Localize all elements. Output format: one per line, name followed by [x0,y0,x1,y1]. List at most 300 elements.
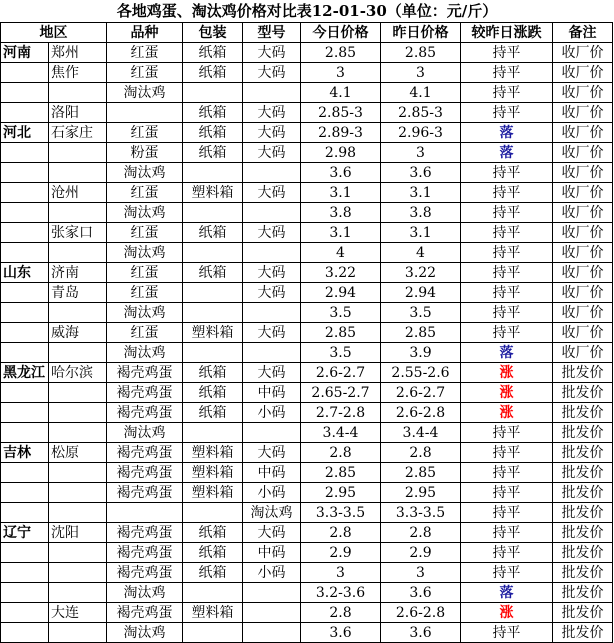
size-cell: 小码 [243,563,301,583]
size-cell [243,623,301,643]
note-cell: 批发价 [553,403,613,423]
province-cell [1,343,49,363]
packaging-cell: 纸箱 [183,43,243,63]
packaging-cell [183,503,243,523]
header-size: 型号 [243,23,301,43]
yesterday-price-cell: 2.85 [381,43,461,63]
city-cell [49,303,107,323]
province-cell [1,603,49,623]
table-row [1,203,613,223]
note-cell: 批发价 [553,463,613,483]
variety-cell: 淘汰鸡 [107,243,183,263]
note-cell: 批发价 [553,523,613,543]
city-cell [49,583,107,603]
size-cell [243,303,301,323]
today-price-cell: 2.95 [301,483,381,503]
size-cell: 大码 [243,63,301,83]
yesterday-price-cell: 2.6-2.8 [381,403,461,423]
city-cell [49,403,107,423]
change-cell: 持平 [461,223,553,243]
packaging-cell [183,583,243,603]
today-price-cell: 2.6-2.7 [301,363,381,383]
variety-cell: 褐壳鸡蛋 [107,523,183,543]
change-cell: 持平 [461,283,553,303]
today-price-cell: 3 [301,563,381,583]
size-cell: 大码 [243,523,301,543]
change-cell: 持平 [461,83,553,103]
today-price-cell: 2.8 [301,603,381,623]
city-cell [49,543,107,563]
packaging-cell: 纸箱 [183,223,243,243]
province-cell: 河南 [1,43,49,63]
variety-cell: 淘汰鸡 [107,623,183,643]
packaging-cell [183,343,243,363]
note-cell: 收厂价 [553,243,613,263]
packaging-cell: 塑料箱 [183,603,243,623]
change-cell: 持平 [461,623,553,643]
packaging-cell: 纸箱 [183,63,243,83]
packaging-cell: 塑料箱 [183,483,243,503]
today-price-cell: 4.1 [301,83,381,103]
table-row [1,103,613,123]
today-price-cell: 2.9 [301,543,381,563]
today-price-cell: 2.94 [301,283,381,303]
variety-cell: 褐壳鸡蛋 [107,383,183,403]
size-cell: 小码 [243,403,301,423]
yesterday-price-cell: 2.9 [381,543,461,563]
size-cell: 大码 [243,123,301,143]
table-row [1,543,613,563]
today-price-cell: 3.8 [301,203,381,223]
table-row [1,143,613,163]
packaging-cell: 塑料箱 [183,443,243,463]
province-cell: 河北 [1,123,49,143]
packaging-cell [183,243,243,263]
change-cell: 持平 [461,503,553,523]
note-cell: 收厂价 [553,223,613,243]
variety-cell [107,503,183,523]
variety-cell: 褐壳鸡蛋 [107,403,183,423]
note-cell: 收厂价 [553,83,613,103]
yesterday-price-cell: 3.6 [381,583,461,603]
variety-cell: 淘汰鸡 [107,203,183,223]
packaging-cell: 纸箱 [183,563,243,583]
city-cell: 大连 [49,603,107,623]
note-cell: 收厂价 [553,63,613,83]
table-row [1,163,613,183]
change-cell: 持平 [461,483,553,503]
header-today-price: 今日价格 [301,23,381,43]
today-price-cell: 3.2-3.6 [301,583,381,603]
packaging-cell [183,163,243,183]
province-cell [1,383,49,403]
packaging-cell: 纸箱 [183,363,243,383]
yesterday-price-cell: 2.6-2.8 [381,603,461,623]
province-cell [1,303,49,323]
province-cell [1,223,49,243]
yesterday-price-cell: 3.1 [381,223,461,243]
note-cell: 批发价 [553,583,613,603]
city-cell [49,343,107,363]
province-cell [1,503,49,523]
variety-cell: 红蛋 [107,223,183,243]
change-cell: 持平 [461,163,553,183]
yesterday-price-cell: 2.8 [381,443,461,463]
yesterday-price-cell: 3.22 [381,263,461,283]
size-cell [243,243,301,263]
change-cell: 落 [461,583,553,603]
today-price-cell: 2.85 [301,463,381,483]
table-row [1,303,613,323]
city-cell: 郑州 [49,43,107,63]
size-cell: 大码 [243,43,301,63]
city-cell [49,563,107,583]
today-price-cell: 3.22 [301,263,381,283]
change-cell: 持平 [461,423,553,443]
size-cell: 大码 [243,443,301,463]
province-cell [1,623,49,643]
province-cell [1,583,49,603]
table-row [1,443,613,463]
city-cell [49,383,107,403]
change-cell: 持平 [461,183,553,203]
note-cell: 收厂价 [553,103,613,123]
size-cell: 中码 [243,463,301,483]
today-price-cell: 3 [301,63,381,83]
table-row [1,483,613,503]
yesterday-price-cell: 3.5 [381,303,461,323]
province-cell [1,83,49,103]
today-price-cell: 2.85 [301,323,381,343]
today-price-cell: 2.89-3 [301,123,381,143]
yesterday-price-cell: 3.8 [381,203,461,223]
packaging-cell: 塑料箱 [183,323,243,343]
note-cell: 收厂价 [553,343,613,363]
size-cell [243,603,301,623]
change-cell: 涨 [461,383,553,403]
city-cell [49,483,107,503]
table-row [1,583,613,603]
yesterday-price-cell: 2.85 [381,463,461,483]
note-cell: 批发价 [553,623,613,643]
today-price-cell: 2.7-2.8 [301,403,381,423]
packaging-cell [183,623,243,643]
province-cell [1,163,49,183]
price-table [0,22,613,643]
yesterday-price-cell: 3.6 [381,623,461,643]
note-cell: 批发价 [553,363,613,383]
table-row [1,423,613,443]
change-cell: 落 [461,143,553,163]
size-cell: 小码 [243,483,301,503]
today-price-cell: 3.5 [301,303,381,323]
table-row [1,123,613,143]
province-cell: 吉林 [1,443,49,463]
packaging-cell: 纸箱 [183,403,243,423]
province-cell: 黑龙江 [1,363,49,383]
size-cell: 大码 [243,143,301,163]
city-cell: 洛阳 [49,103,107,123]
yesterday-price-cell: 4.1 [381,83,461,103]
note-cell: 收厂价 [553,43,613,63]
note-cell: 收厂价 [553,323,613,343]
variety-cell: 粉蛋 [107,143,183,163]
variety-cell: 淘汰鸡 [107,423,183,443]
province-cell [1,563,49,583]
city-cell [49,243,107,263]
province-cell [1,323,49,343]
note-cell: 批发价 [553,503,613,523]
yesterday-price-cell: 2.95 [381,483,461,503]
city-cell: 张家口 [49,223,107,243]
city-cell: 石家庄 [49,123,107,143]
today-price-cell: 3.6 [301,163,381,183]
city-cell: 沈阳 [49,523,107,543]
city-cell [49,203,107,223]
packaging-cell: 纸箱 [183,143,243,163]
size-cell: 中码 [243,543,301,563]
size-cell: 大码 [243,183,301,203]
city-cell [49,623,107,643]
note-cell: 批发价 [553,543,613,563]
city-cell: 焦作 [49,63,107,83]
table-row [1,403,613,423]
note-cell: 批发价 [553,383,613,403]
table-row [1,263,613,283]
today-price-cell: 2.98 [301,143,381,163]
province-cell [1,463,49,483]
note-cell: 批发价 [553,603,613,623]
province-cell: 辽宁 [1,523,49,543]
yesterday-price-cell: 3.4-4 [381,423,461,443]
change-cell: 持平 [461,263,553,283]
today-price-cell: 2.85 [301,43,381,63]
province-cell [1,243,49,263]
size-cell [243,583,301,603]
city-cell: 威海 [49,323,107,343]
note-cell: 批发价 [553,563,613,583]
province-cell [1,543,49,563]
today-price-cell: 4 [301,243,381,263]
header-row [1,23,613,43]
packaging-cell: 纸箱 [183,263,243,283]
note-cell: 批发价 [553,483,613,503]
today-price-cell: 2.8 [301,443,381,463]
variety-cell: 淘汰鸡 [107,343,183,363]
variety-cell: 褐壳鸡蛋 [107,483,183,503]
province-cell: 山东 [1,263,49,283]
packaging-cell: 纸箱 [183,383,243,403]
size-cell [243,423,301,443]
packaging-cell [183,83,243,103]
yesterday-price-cell: 2.96-3 [381,123,461,143]
size-cell: 大码 [243,363,301,383]
change-cell: 持平 [461,543,553,563]
change-cell: 持平 [461,523,553,543]
change-cell: 持平 [461,443,553,463]
yesterday-price-cell: 2.85 [381,323,461,343]
size-cell [243,343,301,363]
packaging-cell [183,303,243,323]
city-cell: 沧州 [49,183,107,203]
variety-cell: 红蛋 [107,183,183,203]
yesterday-price-cell: 2.6-2.7 [381,383,461,403]
size-cell: 淘汰鸡 [243,503,301,523]
city-cell [49,463,107,483]
table-row [1,463,613,483]
note-cell: 收厂价 [553,163,613,183]
yesterday-price-cell: 3 [381,143,461,163]
packaging-cell: 塑料箱 [183,183,243,203]
note-cell: 收厂价 [553,143,613,163]
city-cell: 哈尔滨 [49,363,107,383]
size-cell: 大码 [243,103,301,123]
header-change: 较昨日涨跌 [461,23,553,43]
change-cell: 持平 [461,463,553,483]
city-cell [49,143,107,163]
table-row [1,343,613,363]
header-variety: 品种 [107,23,183,43]
header-region: 地区 [1,23,107,43]
province-cell [1,143,49,163]
note-cell: 收厂价 [553,283,613,303]
change-cell: 涨 [461,603,553,623]
note-cell: 收厂价 [553,303,613,323]
variety-cell: 淘汰鸡 [107,303,183,323]
yesterday-price-cell: 2.8 [381,523,461,543]
table-row [1,523,613,543]
yesterday-price-cell: 2.85-3 [381,103,461,123]
variety-cell: 褐壳鸡蛋 [107,543,183,563]
variety-cell: 褐壳鸡蛋 [107,603,183,623]
variety-cell: 淘汰鸡 [107,583,183,603]
variety-cell: 红蛋 [107,43,183,63]
variety-cell: 红蛋 [107,263,183,283]
province-cell [1,423,49,443]
yesterday-price-cell: 3.3-3.5 [381,503,461,523]
today-price-cell: 2.85-3 [301,103,381,123]
table-title: 各地鸡蛋、淘汰鸡价格对比表12-01-30（单位：元/斤） [116,2,498,20]
change-cell: 持平 [461,103,553,123]
province-cell [1,403,49,423]
change-cell: 持平 [461,323,553,343]
province-cell [1,63,49,83]
variety-cell: 褐壳鸡蛋 [107,363,183,383]
today-price-cell: 3.1 [301,223,381,243]
yesterday-price-cell: 2.55-2.6 [381,363,461,383]
yesterday-price-cell: 3 [381,63,461,83]
today-price-cell: 3.6 [301,623,381,643]
packaging-cell: 纸箱 [183,543,243,563]
size-cell: 中码 [243,383,301,403]
table-row [1,63,613,83]
city-cell: 济南 [49,263,107,283]
city-cell [49,503,107,523]
packaging-cell [183,203,243,223]
change-cell: 持平 [461,303,553,323]
size-cell: 大码 [243,263,301,283]
header-yesterday-price: 昨日价格 [381,23,461,43]
size-cell [243,163,301,183]
today-price-cell: 3.4-4 [301,423,381,443]
today-price-cell: 3.3-3.5 [301,503,381,523]
city-cell [49,163,107,183]
change-cell: 持平 [461,43,553,63]
note-cell: 批发价 [553,423,613,443]
packaging-cell: 纸箱 [183,523,243,543]
today-price-cell: 2.8 [301,523,381,543]
variety-cell [107,103,183,123]
change-cell: 持平 [461,203,553,223]
variety-cell: 褐壳鸡蛋 [107,563,183,583]
packaging-cell: 塑料箱 [183,463,243,483]
note-cell: 批发价 [553,443,613,463]
variety-cell: 红蛋 [107,123,183,143]
yesterday-price-cell: 4 [381,243,461,263]
table-row [1,623,613,643]
yesterday-price-cell: 3.9 [381,343,461,363]
change-cell: 持平 [461,63,553,83]
city-cell: 青岛 [49,283,107,303]
table-row [1,183,613,203]
change-cell: 涨 [461,363,553,383]
variety-cell: 红蛋 [107,323,183,343]
variety-cell: 红蛋 [107,63,183,83]
table-row [1,243,613,263]
city-cell [49,423,107,443]
change-cell: 持平 [461,243,553,263]
header-note: 备注 [553,23,613,43]
yesterday-price-cell: 3.1 [381,183,461,203]
table-row [1,83,613,103]
variety-cell: 褐壳鸡蛋 [107,443,183,463]
table-row [1,323,613,343]
size-cell: 大码 [243,283,301,303]
table-row [1,43,613,63]
size-cell: 大码 [243,223,301,243]
note-cell: 收厂价 [553,123,613,143]
yesterday-price-cell: 3 [381,563,461,583]
today-price-cell: 3.1 [301,183,381,203]
header-packaging: 包装 [183,23,243,43]
note-cell: 收厂价 [553,203,613,223]
table-row [1,383,613,403]
size-cell [243,83,301,103]
province-cell [1,183,49,203]
variety-cell: 淘汰鸡 [107,83,183,103]
packaging-cell: 纸箱 [183,123,243,143]
packaging-cell [183,283,243,303]
table-row [1,363,613,383]
variety-cell: 褐壳鸡蛋 [107,463,183,483]
table-row [1,223,613,243]
province-cell [1,103,49,123]
yesterday-price-cell: 3.6 [381,163,461,183]
city-cell: 松原 [49,443,107,463]
table-row [1,563,613,583]
note-cell: 收厂价 [553,263,613,283]
size-cell [243,203,301,223]
today-price-cell: 2.65-2.7 [301,383,381,403]
change-cell: 持平 [461,563,553,583]
province-cell [1,203,49,223]
change-cell: 落 [461,123,553,143]
table-row [1,283,613,303]
yesterday-price-cell: 2.94 [381,283,461,303]
variety-cell: 淘汰鸡 [107,163,183,183]
variety-cell: 红蛋 [107,283,183,303]
city-cell [49,83,107,103]
